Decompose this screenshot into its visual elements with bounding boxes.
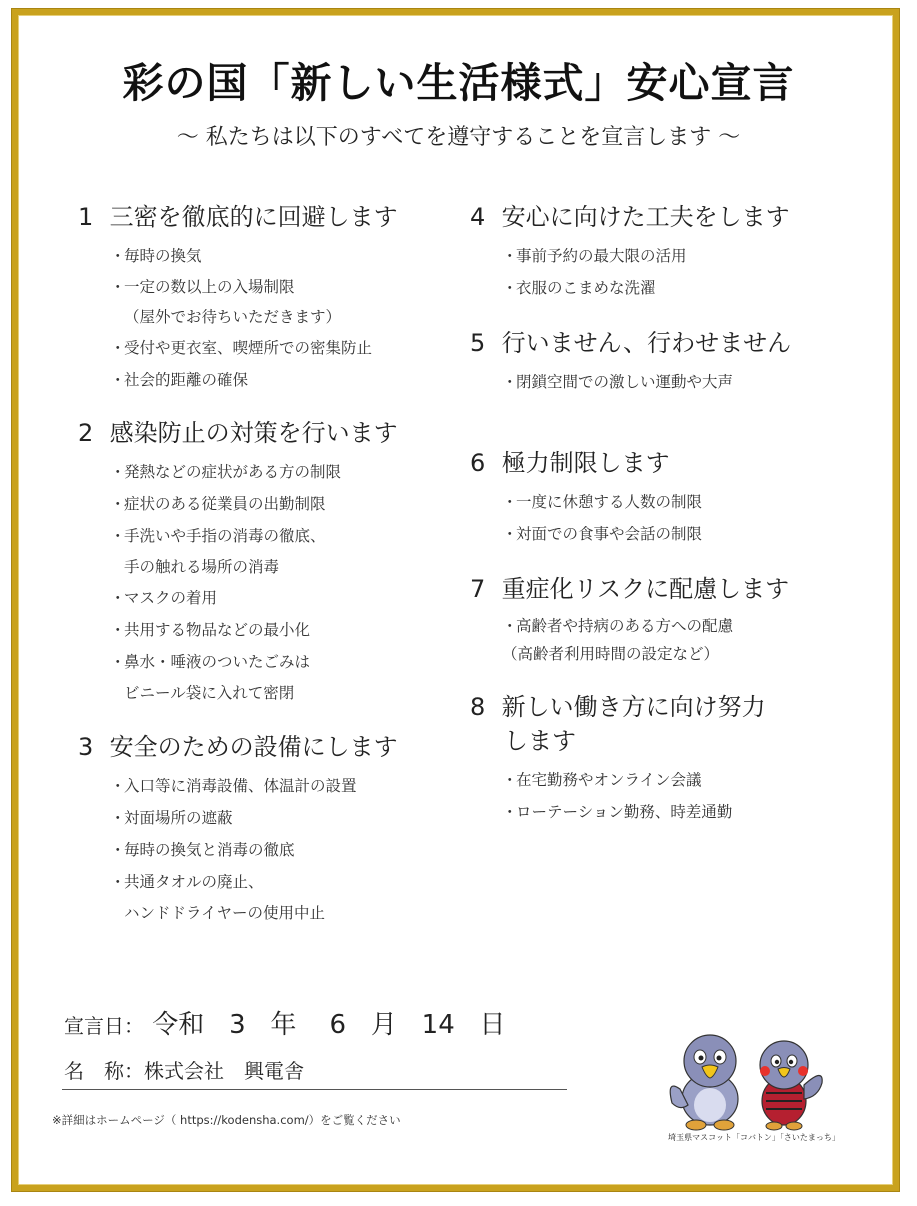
bullet-icon: ・ — [110, 495, 126, 513]
bullet-icon: ・ — [110, 589, 126, 607]
month-value: 6 — [329, 1010, 347, 1040]
section-number: 5 — [470, 329, 486, 357]
homepage-note: ※詳細はホームページ（ https://kodensha.com/）をご覧ください — [52, 1113, 401, 1127]
list-item: ・毎時の換気と消毒の徹底 — [110, 834, 458, 866]
list-item: ・マスクの着用 — [110, 582, 458, 614]
mascot-illustration — [662, 1027, 842, 1132]
signature-line — [62, 1089, 567, 1090]
bullet-icon: ・ — [502, 803, 518, 821]
bullet-icon: ・ — [502, 247, 518, 265]
subtitle: 〜 私たちは以下のすべてを遵守することを宣言します 〜 — [176, 125, 741, 150]
section-title: 安全のための設備にします — [109, 733, 398, 761]
bullet-icon: ・ — [502, 617, 518, 635]
item-list — [470, 486, 850, 550]
section-number: 7 — [470, 575, 486, 603]
month-unit: 月 — [370, 1010, 397, 1040]
bullet-icon: ・ — [110, 621, 126, 639]
list-item: ・毎時の換気 — [110, 240, 458, 272]
item-list — [78, 456, 458, 708]
item-list — [470, 240, 850, 304]
bullet-icon: ・ — [110, 339, 126, 357]
section-title: 行いません、行わせません — [501, 329, 792, 357]
section-1 — [78, 200, 458, 396]
section-2 — [78, 416, 458, 708]
company-name — [64, 1055, 304, 1084]
bullet-icon: ・ — [502, 771, 518, 789]
section-heading — [78, 200, 458, 234]
list-item: ・社会的距離の確保 — [110, 364, 458, 396]
bullet-icon: ・ — [110, 809, 126, 827]
bullet-icon: ・ — [110, 527, 126, 545]
item-list — [78, 240, 458, 396]
list-item: ・対面での食事や会話の制限 — [502, 518, 850, 550]
company-value: 株式会社 興電舎 — [144, 1059, 304, 1083]
date-label: 宣言日： — [64, 1014, 144, 1038]
era: 令和 — [152, 1010, 205, 1040]
day-value: 14 — [421, 1010, 455, 1040]
item-list — [470, 612, 850, 668]
section-title-continued: します — [504, 727, 576, 755]
saitamacchi-mascot-icon — [760, 1041, 822, 1130]
bullet-icon: ・ — [110, 841, 126, 859]
right-column — [470, 200, 850, 828]
list-item: ・共用する物品などの最小化 — [110, 614, 458, 646]
list-item: ・一定の数以上の入場制限 （屋外でお待ちいただきます） — [110, 272, 458, 332]
section-title: 三密を徹底的に回避します — [109, 203, 398, 231]
list-item: ・鼻水・唾液のついたごみは ビニール袋に入れて密閉 — [110, 646, 458, 708]
section-title: 重症化リスクに配慮します — [501, 575, 790, 603]
bullet-icon: ・ — [502, 525, 518, 543]
bullet-icon: ・ — [110, 247, 126, 265]
day-unit: 日 — [479, 1010, 506, 1040]
item-list — [78, 770, 458, 928]
bullet-icon: ・ — [502, 279, 518, 297]
section-3 — [78, 730, 458, 928]
section-4 — [470, 200, 850, 304]
list-item: ・事前予約の最大限の活用 — [502, 240, 850, 272]
section-heading — [470, 572, 850, 606]
year-unit: 年 — [270, 1010, 297, 1040]
bullet-icon: ・ — [110, 653, 126, 671]
bullet-icon: ・ — [502, 373, 518, 391]
bullet-icon: ・ — [110, 873, 126, 891]
section-number: 8 — [470, 693, 486, 721]
list-item: ・対面場所の遮蔽 — [110, 802, 458, 834]
list-item: ・衣服のこまめな洗濯 — [502, 272, 850, 304]
bullet-icon: ・ — [110, 278, 126, 296]
list-item: ・受付や更衣室、喫煙所での密集防止 — [110, 332, 458, 364]
section-heading — [470, 326, 850, 360]
section-7 — [470, 572, 850, 668]
list-item: ・ローテーション勤務、時差通勤 — [502, 796, 850, 828]
item-list — [470, 764, 850, 828]
list-item: ・症状のある従業員の出勤制限 — [110, 488, 458, 520]
list-item: ・閉鎖空間での激しい運動や大声 — [502, 366, 850, 398]
mascot-caption: 埼玉県マスコット「コバトン」「さいたまっち」 — [668, 1133, 840, 1142]
list-item: ・在宅勤務やオンライン会議 — [502, 764, 850, 796]
section-number: 2 — [78, 419, 94, 447]
left-column — [78, 200, 458, 928]
section-title: 新しい働き方に向け努力 — [501, 693, 766, 721]
page-title: 彩の国「新しい生活様式」安心宣言 — [122, 59, 795, 107]
section-title: 感染防止の対策を行います — [109, 419, 398, 447]
declaration-date — [64, 1004, 506, 1041]
bullet-icon: ・ — [502, 493, 518, 511]
section-title: 安心に向けた工夫をします — [501, 203, 790, 231]
section-6 — [470, 446, 850, 550]
section-number: 4 — [470, 203, 486, 231]
list-item: ・手洗いや手指の消毒の徹底、 手の触れる場所の消毒 — [110, 520, 458, 582]
section-heading — [470, 690, 850, 724]
section-number: 3 — [78, 733, 94, 761]
list-item: ・発熱などの症状がある方の制限 — [110, 456, 458, 488]
section-number: 6 — [470, 449, 486, 477]
list-item: ・高齢者や持病のある方への配慮 （高齢者利用時間の設定など） — [502, 612, 850, 668]
section-5 — [470, 326, 850, 398]
section-heading — [470, 446, 850, 480]
section-heading — [78, 730, 458, 764]
section-8 — [470, 690, 850, 828]
section-heading — [470, 200, 850, 234]
section-number: 1 — [78, 203, 94, 231]
section-heading — [78, 416, 458, 450]
name-label: 名 称： — [64, 1059, 144, 1083]
list-item: ・一度に休憩する人数の制限 — [502, 486, 850, 518]
section-title: 極力制限します — [501, 449, 670, 477]
year-value: 3 — [229, 1010, 246, 1040]
kobaton-mascot-icon — [670, 1035, 738, 1130]
bullet-icon: ・ — [110, 463, 126, 481]
bullet-icon: ・ — [110, 371, 126, 389]
item-list — [470, 366, 850, 398]
list-item: ・入口等に消毒設備、体温計の設置 — [110, 770, 458, 802]
list-item: ・共通タオルの廃止、 ハンドドライヤーの使用中止 — [110, 866, 458, 928]
bullet-icon: ・ — [110, 777, 126, 795]
